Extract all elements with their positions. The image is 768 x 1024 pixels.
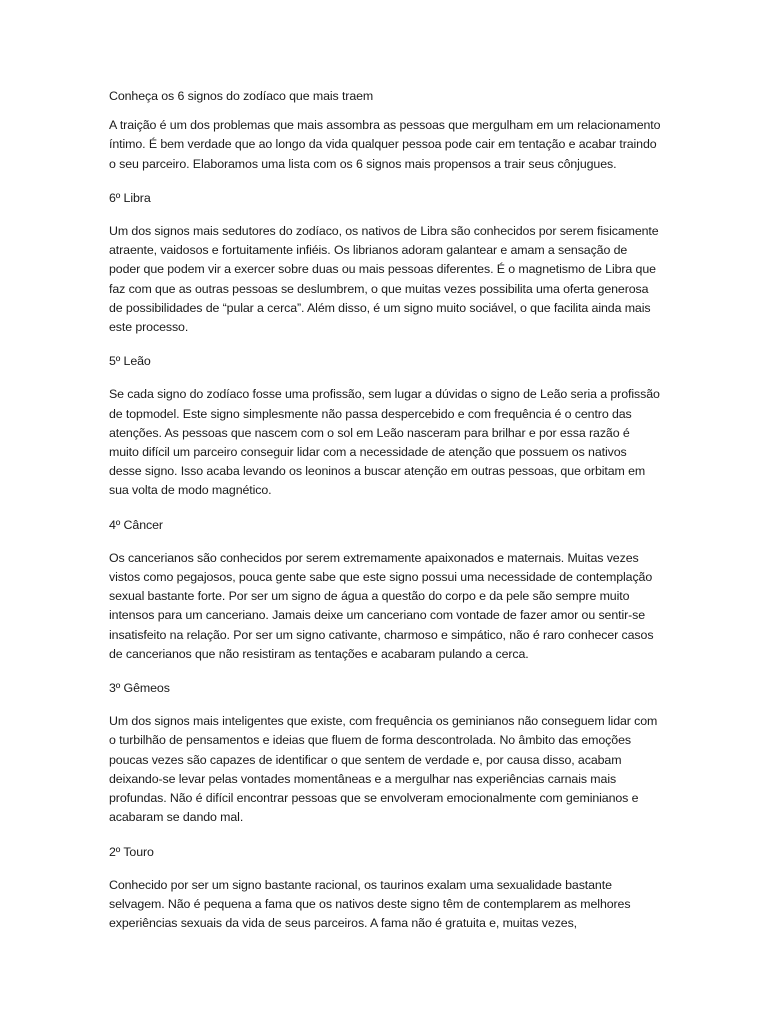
section-heading-leao: 5º Leão bbox=[109, 354, 151, 369]
section-body-gemeos: Um dos signos mais inteligentes que existe, com frequência os geminianos não conseguem lidar com o turbilhão de pensamentos e ideias que fluem de forma descontrolada. No âmbito das emoções poucas vezes são capazes de identificar o que sentem de verdade e, por causa disso, acabam deixando-se levar pelas vontades momentâneas e a mergulhar nas experiências carnais mais profundas. Não é difícil encontrar pessoas que se envolveram emocionalmente com geminianos e acabaram se dando mal. bbox=[109, 714, 658, 825]
document-title: Conheça os 6 signos do zodíaco que mais traem bbox=[109, 89, 374, 103]
section-body-libra: Um dos signos mais sedutores do zodíaco, os nativos de Libra são conhecidos por serem fisicamente atraente, vaidosos e fortuitamente infiéis. Os librianos adoram galantear e amam a sensação de poder que podem vir a exercer sobre duas ou mais pessoas diferentes. É o magnetismo de Libra que faz com que as outras pessoas se deslumbrem, o que muitas vezes possibilita uma oferta generosa de possibilidades de “pular a cerca”. Além disso, é um signo muito sociável, o que facilita ainda mais este processo. bbox=[109, 224, 659, 335]
section-body-leao: Se cada signo do zodíaco fosse uma profissão, sem lugar a dúvidas o signo de Leão seria a profissão de topmodel. Este signo simplesmente não passa despercebido e com frequência é o centro das atenções. As pessoas que nascem com o sol em Leão nasceram para brilhar e por essa razão é muito difícil um parceiro conseguir lidar com a necessidade de atenção que possuem os nativos desse signo. Isso acaba levando os leoninos a buscar atenção em outras pessoas, que orbitam em sua volta de modo magnético. bbox=[109, 387, 660, 498]
section-heading-touro: 2º Touro bbox=[109, 844, 154, 859]
section-body-touro: Conhecido por ser um signo bastante racional, os taurinos exalam uma sexualidade bastante selvagem. Não é pequena a fama que os nativos deste signo têm de contemplarem as melhores experiências sexuais da vida de seus parceiros. A fama não é gratuita e, muitas vezes, bbox=[109, 877, 631, 931]
document-page bbox=[109, 87, 661, 948]
intro-paragraph: A traição é um dos problemas que mais assombra as pessoas que mergulham em um relacionamento íntimo. É bem verdade que ao longo da vida qualquer pessoa pode cair em tentação e acabar traindo o seu parceiro. Elaboramos uma lista com os 6 signos mais propensos a trair seus cônjugues. bbox=[109, 118, 661, 171]
section-heading-cancer: 4º Câncer bbox=[109, 517, 163, 532]
section-heading-gemeos: 3º Gêmeos bbox=[109, 681, 170, 696]
section-body-cancer: Os cancerianos são conhecidos por serem extremamente apaixonados e maternais. Muitas vezes vistos como pegajosos, pouca gente sabe que este signo possui uma necessidade de contemplação sexual bastante forte. Por ser um signo de água a questão do corpo e da pele são sempre muito intensos para um canceriano. Jamais deixe um canceriano com vontade de fazer amor ou sentir-se insatisfeito na relação. Por ser um signo cativante, charmoso e simpático, não é raro conhecer casos de cancerianos que não resistiram as tentações e acabaram pulando a cerca. bbox=[109, 550, 654, 661]
section-heading-libra: 6º Libra bbox=[109, 190, 151, 205]
